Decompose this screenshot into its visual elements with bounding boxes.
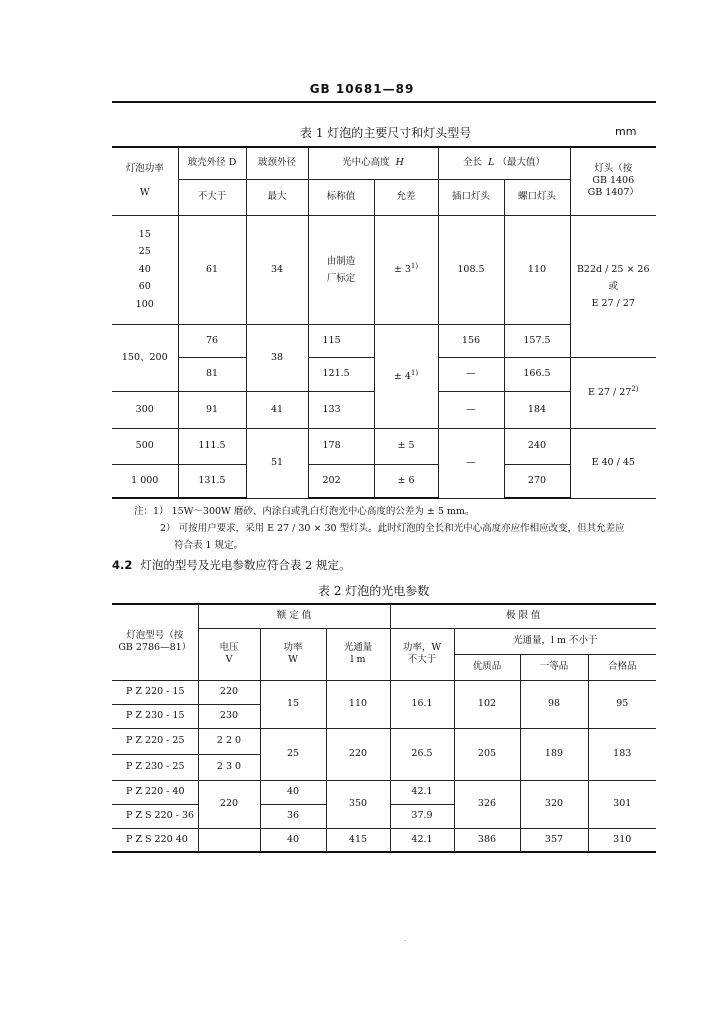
- t2-model: P Z 220 - 40: [112, 780, 198, 804]
- t2-head-rated: 额 定 值: [198, 604, 390, 628]
- t1-r1-powers: 15 25 40 60 100: [112, 215, 178, 324]
- t1-r2a-len-bay: 156: [438, 324, 504, 357]
- t2-g15-power: 15: [260, 680, 326, 728]
- t1-r3-len-bay: —: [438, 391, 504, 428]
- t1-head-lcl-tol: 允差: [374, 179, 438, 215]
- t2-power: 40: [260, 828, 326, 852]
- clause-number: 4.2: [112, 558, 133, 572]
- t1-r5-lcl-tol: ± 6: [374, 464, 438, 498]
- t1-r1-lcl-tol: ± $3^{1)}$: [374, 215, 438, 324]
- t2-voltage: 2 2 0: [198, 728, 260, 754]
- t1-r3-len-screw: 184: [504, 391, 570, 428]
- note-2-cont: 符合表 1 规定。: [174, 540, 244, 551]
- t2-g25-power: 25: [260, 728, 326, 780]
- header-rule: [112, 101, 656, 103]
- t1-head-neck-d: 玻颈外径: [246, 147, 308, 179]
- t2-grade-a: 386: [454, 828, 520, 852]
- t2-voltage: 2 3 0: [198, 754, 260, 780]
- t2-power: 36: [260, 804, 326, 828]
- t2-g25-lim-power: 26.5: [390, 728, 454, 780]
- t2-model: P Z S 220 - 36: [112, 804, 198, 828]
- note-2: 2） 可按用户要求，采用 E 27 / 30 × 30 型灯头。此时灯泡的全长和光中心高度亦应作相应改变，但其允差应: [160, 523, 625, 534]
- t2-voltage-empty: [198, 828, 260, 852]
- clause-4-2: [112, 557, 351, 573]
- t2-model: P Z 230 - 25: [112, 754, 198, 780]
- t1-head-bulb-d-sub: 不大于: [178, 179, 246, 215]
- t2-flux: 415: [326, 828, 390, 852]
- table2-caption: 表 2 灯泡的光电参数: [318, 584, 430, 598]
- table1-notes: [134, 503, 625, 554]
- t2-head-lim-flux: 光通量，l m 不小于: [454, 628, 656, 654]
- t2-g25-grade-c: 183: [588, 728, 656, 780]
- t2-head-grade-c: 合格品: [588, 654, 656, 680]
- page-mark: .: [404, 936, 406, 943]
- t1-r4-cap: E 40 / 45: [570, 428, 656, 498]
- t2-grade-c: 310: [588, 828, 656, 852]
- t1-head-lcl-nom: 标称值: [308, 179, 374, 215]
- t1-r5-len-screw: 270: [504, 464, 570, 498]
- t1-r4-lcl-nom: 178: [308, 428, 374, 464]
- t1-r1-len-screw: 110: [504, 215, 570, 324]
- t2-g15-grade-c: 95: [588, 680, 656, 728]
- t2-g25-flux: 220: [326, 728, 390, 780]
- t1-r4-power: 500: [112, 428, 178, 464]
- clause-text: 灯泡的型号及光电参数应符合表 2 规定。: [140, 558, 351, 572]
- t1-r1-len-bay: 108.5: [438, 215, 504, 324]
- t1-r2-cap: E 27 / 27$^{2)}$: [570, 357, 656, 428]
- t2-lim-power: 42.1: [390, 780, 454, 804]
- t1-r5-lcl-nom: 202: [308, 464, 374, 498]
- t2-power: 40: [260, 780, 326, 804]
- t1-r2b-lcl-nom: 121.5: [308, 357, 374, 391]
- t1-r2b-bulb-d: 81: [178, 357, 246, 391]
- t1-r5-bulb-d: 131.5: [178, 464, 246, 498]
- t1-r1-neck-d: 34: [246, 215, 308, 324]
- t2-head-grade-b: 一等品: [520, 654, 588, 680]
- t2-voltage: 220: [198, 680, 260, 704]
- t2-g25-grade-b: 189: [520, 728, 588, 780]
- t1-head-cap: 灯头（按 GB 1406 GB 1407）: [570, 147, 656, 215]
- t2-grade-b: 357: [520, 828, 588, 852]
- t2-head-flux: 光通量 l m: [326, 628, 390, 680]
- t2-voltage: 230: [198, 704, 260, 728]
- t1-r2a-bulb-d: 76: [178, 324, 246, 357]
- t1-r2a-len-screw: 157.5: [504, 324, 570, 357]
- t1-r1-bulb-d: 61: [178, 215, 246, 324]
- t1-r3-power: 300: [112, 391, 178, 428]
- t2-model: P Z 220 - 25: [112, 728, 198, 754]
- table1-unit: mm: [615, 125, 637, 138]
- t2-model: P Z 220 - 15: [112, 680, 198, 704]
- table2: [112, 603, 656, 853]
- t2-g25-grade-a: 205: [454, 728, 520, 780]
- t1-head-len-screw: 螺口灯头: [504, 179, 570, 215]
- t1-r1-lcl-nom: 由制造 厂标定: [308, 215, 374, 324]
- table1-caption: 表 1 灯泡的主要尺寸和灯头型号: [300, 126, 472, 140]
- t2-g40-flux: 350: [326, 780, 390, 828]
- t2-model: P Z S 220 40: [112, 828, 198, 852]
- t1-r4-len-screw: 240: [504, 428, 570, 464]
- t1-r2b-len-bay: —: [438, 357, 504, 391]
- t1-head-len-bay: 插口灯头: [438, 179, 504, 215]
- t1-head-lcl: 光中心高度 H: [308, 147, 438, 179]
- t1-r4-bulb-d: 111.5: [178, 428, 246, 464]
- t2-g40-grade-c: 301: [588, 780, 656, 828]
- t1-r5-power: 1 000: [112, 464, 178, 498]
- t2-g15-grade-a: 102: [454, 680, 520, 728]
- t1-head-bulb-d: 玻壳外径 D: [178, 147, 246, 179]
- note-1: 注：1） 15W～300W 磨砂、内涂白或乳白灯泡光中心高度的公差为 ± 5 mm。: [134, 506, 475, 517]
- t1-head-power: 灯泡功率 W: [112, 147, 178, 215]
- standard-number: GB 10681—89: [309, 82, 415, 96]
- table1: [112, 146, 656, 499]
- t1-r1-cap: B22d / 25 × 26 或 E 27 / 27: [570, 215, 656, 357]
- t2-g15-grade-b: 98: [520, 680, 588, 728]
- t2-g15-lim-power: 16.1: [390, 680, 454, 728]
- t1-r2-neck-d: 38: [246, 324, 308, 391]
- t2-g15-flux: 110: [326, 680, 390, 728]
- t2-model: P Z 230 - 15: [112, 704, 198, 728]
- t1-r2b-len-screw: 166.5: [504, 357, 570, 391]
- t2-head-model: 灯泡型号（按 GB 2786—81）: [112, 604, 198, 680]
- t1-r4-neck-d: 51: [246, 428, 308, 498]
- t2-head-grade-a: 优质品: [454, 654, 520, 680]
- t1-r3-neck-d: 41: [246, 391, 308, 428]
- t1-r2-power: 150、200: [112, 324, 178, 391]
- t2-g40-voltage: 220: [198, 780, 260, 828]
- t1-r4-lcl-tol: ± 5: [374, 428, 438, 464]
- t2-head-voltage: 电压 V: [198, 628, 260, 680]
- t1-r2-lcl-tol: ± $4^{1)}$: [374, 324, 438, 428]
- t2-head-power: 功率 W: [260, 628, 326, 680]
- t2-head-limit: 极 限 值: [390, 604, 656, 628]
- t2-g40-grade-a: 326: [454, 780, 520, 828]
- t2-lim-power: 37.9: [390, 804, 454, 828]
- t1-r3-lcl-nom: 133: [308, 391, 374, 428]
- t2-lim-power: 42.1: [390, 828, 454, 852]
- t1-head-neck-d-sub: 最大: [246, 179, 308, 215]
- t2-head-lim-power: 功率，W 不大于: [390, 628, 454, 680]
- t1-r3-bulb-d: 91: [178, 391, 246, 428]
- t1-r4-len-bay: —: [438, 428, 504, 498]
- t2-g40-grade-b: 320: [520, 780, 588, 828]
- t1-r2a-lcl-nom: 115: [308, 324, 374, 357]
- t1-head-length: 全长 L （最大值）: [438, 147, 570, 179]
